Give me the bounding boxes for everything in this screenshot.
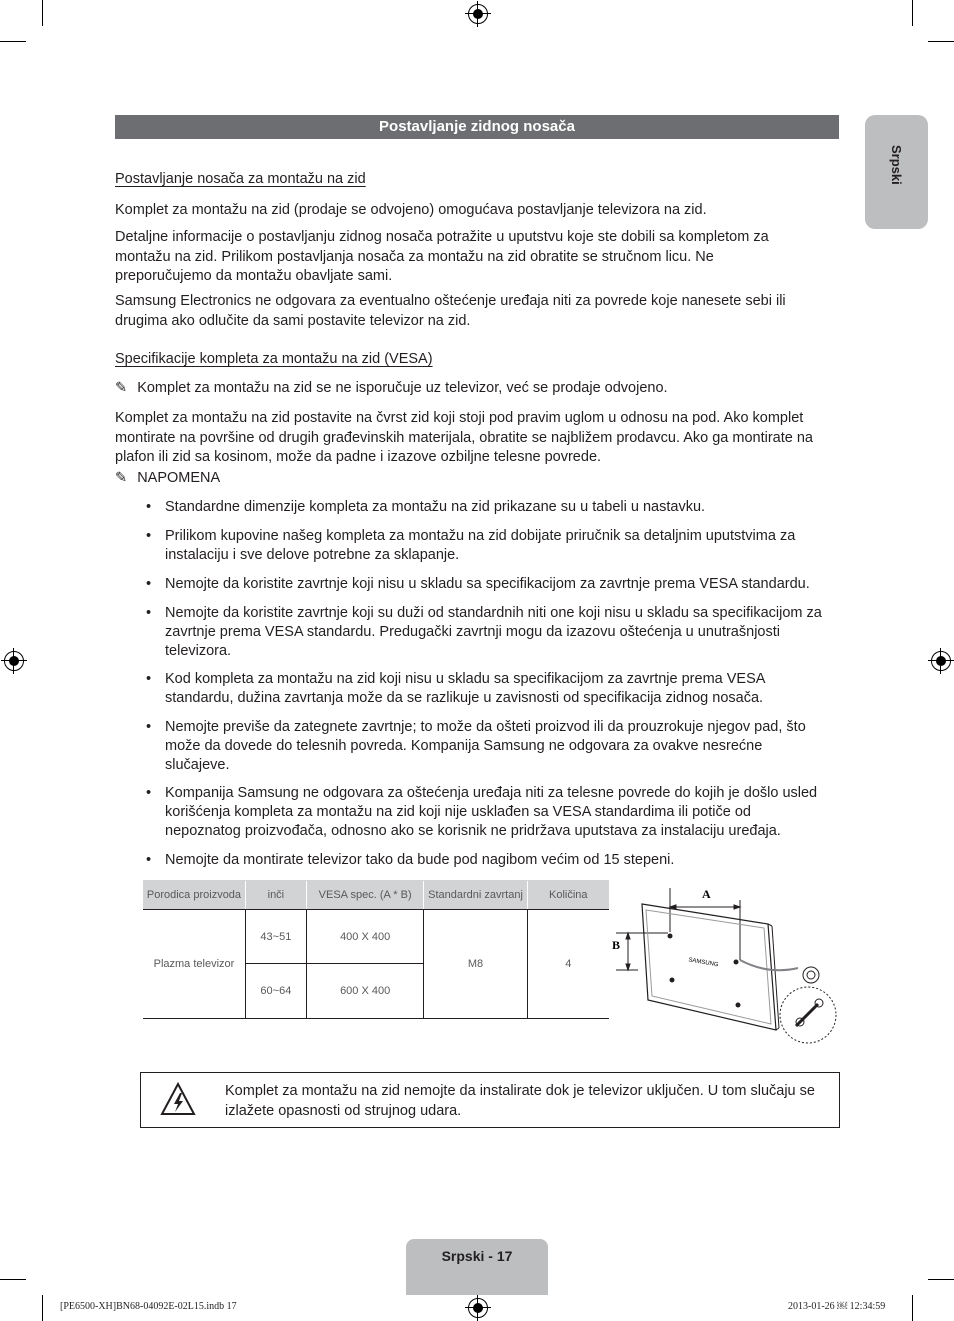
list-item: • Standardne dimenzije kompleta za montažu na zid prikazane su u tabeli u nastavku. — [146, 499, 706, 515]
list-item: • Kompanija Samsung ne odgovara za oštećenja uređaja niti za telesne povrede do kojih je došlo usled korišćenja kompleta za montažu na zid koji nije usklađen sa VESA standardima ili potiče od nepoznatog proizvođača, odnosno ako se korisnik ne pridržava uputstava za instalaciju uređaja. — [146, 785, 818, 839]
vesa-spec-table — [143, 880, 609, 1019]
mount-hole — [734, 960, 739, 965]
table-row — [143, 910, 609, 964]
subheading-vesa-specs: Specifikacije kompleta za montažu na zid (VESA) — [115, 351, 433, 367]
crop-mark — [42, 1295, 43, 1321]
registration-mark-icon — [931, 651, 951, 671]
table-cell-family: Plazma televizor — [143, 910, 245, 1019]
subheading-wall-mount: Postavljanje nosača za montažu na zid — [115, 171, 366, 187]
registration-mark-icon — [4, 651, 24, 671]
paragraph: Samsung Electronics ne odgovara za eventualno oštećenje uređaja niti za povrede koje nanesete sebi ili drugima ako odlučite da sami postavite televizor na zid. — [115, 293, 786, 329]
note-heading — [115, 470, 220, 486]
note-text: Komplet za montažu na zid se ne isporučuje uz televizor, već se prodaje odvojeno. — [137, 380, 668, 396]
registration-mark-icon — [468, 4, 488, 24]
arrow-icon — [734, 905, 740, 909]
table-cell-qty: 4 — [527, 910, 609, 1019]
list-item: • Nemojte da montirate televizor tako da bude pod nagibom većim od 15 stepeni. — [146, 852, 675, 868]
footer-timestamp: 2013-01-26 ￼ 12:34:59 — [788, 1301, 886, 1312]
label-b: B — [612, 938, 621, 952]
warning-box — [140, 1072, 840, 1128]
mount-hole — [670, 978, 675, 983]
table-cell-vesa: 600 X 400 — [306, 964, 424, 1019]
note-pencil-icon: ✎ — [115, 380, 128, 396]
high-voltage-warning-icon — [160, 1082, 196, 1116]
bolt-icon — [796, 1004, 818, 1026]
crop-mark — [0, 41, 26, 42]
note-line — [115, 380, 668, 396]
crop-mark — [928, 1279, 954, 1280]
paragraph: Komplet za montažu na zid postavite na čvrst zid koji stoji pod pravim uglom u odnosu na pod. Ako komplet montirate na površine od drugih građevinskih materijala, obratite se najbližem prodavcu. Ako ga montirate na plafon ili zid sa kosinom, može da padne i izazove ozbiljne telesne povrede. — [115, 410, 813, 465]
crop-mark — [912, 0, 913, 26]
list-item: • Prilikom kupovine našeg kompleta za montažu na zid dobijate priručnik sa detaljnim uputstvima za instalaciju i sve delove potrebne za sklapanje. — [146, 528, 796, 563]
mount-hole — [668, 934, 673, 939]
table-header: Standardni zavrtanj — [424, 881, 527, 910]
list-item: • Nemojte da koristite zavrtnje koji su duži od standardnih niti one koji nisu u skladu sa specifikacijom za zavrtnje prema VESA standardu. Predugački zavrtnji mogu da izazovu oštećenja u unutrašnjosti televizora. — [146, 605, 822, 659]
mount-hole — [736, 1003, 741, 1008]
crop-mark — [928, 41, 954, 42]
washer-icon — [807, 971, 815, 979]
table-cell-inches: 60~64 — [245, 964, 306, 1019]
table-header: Porodica proizvoda — [143, 881, 245, 910]
note-label: NAPOMENA — [137, 470, 221, 486]
table-header: inči — [245, 881, 306, 910]
table-cell-screw: M8 — [424, 910, 527, 1019]
tv-back-inner — [646, 910, 771, 1024]
arrow-icon — [626, 964, 630, 970]
section-title: Postavljanje zidnog nosača — [115, 115, 839, 139]
side-tab-label: Srpski — [889, 145, 904, 185]
page-number: Srpski - 17 — [441, 1248, 513, 1264]
table-cell-vesa: 400 X 400 — [306, 910, 424, 964]
list-item: • Nemojte previše da zategnete zavrtnje; to može da ošteti proizvod ili da prouzrokuje njegov pad, što može da dovede do telesnih povreda. Kompanija Samsung ne odgovara za ovakve nesrećne slučajeve. — [146, 719, 806, 773]
crop-mark — [42, 0, 43, 26]
crop-mark — [0, 1279, 26, 1280]
tv-edge — [772, 926, 779, 1028]
paragraph: Komplet za montažu na zid (prodaje se odvojeno) omogućava postavljanje televizora na zid. — [115, 202, 707, 218]
screw-arrow — [740, 960, 798, 970]
footer-file-info: [PE6500-XH]BN68-04092E-02L15.indb 17 — [60, 1301, 237, 1312]
arrow-icon — [626, 933, 630, 939]
paragraph: Detaljne informacije o postavljanju zidnog nosača potražite u uputstvu koje ste dobili sa kompletom za montažu na zid. Prilikom postavljanja nosača za montažu na zid obratite se stručnom licu. Ne preporučujemo da montažu obavljate sami. — [115, 229, 769, 284]
list-item: • Nemojte da koristite zavrtnje koji nisu u skladu sa specifikacijom za zavrtnje prema VESA standardu. — [146, 576, 810, 592]
washer-icon — [803, 967, 819, 983]
language-side-tab — [865, 115, 928, 229]
list-item: • Kod kompleta za montažu na zid koji nisu u skladu sa specifikacijom za zavrtnje prema VESA standardu, dužina zavrtanja može da se razlikuje u zavisnosti od specifikacija zidnog nosača. — [146, 671, 765, 706]
table-header: Količina — [527, 881, 609, 910]
registration-mark-icon — [468, 1298, 488, 1318]
crop-mark — [912, 1295, 913, 1321]
warning-text: Komplet za montažu na zid nemojte da instalirate dok je televizor uključen. U tom slučaju se izlažete opasnosti od strujnog udara. — [225, 1083, 815, 1119]
table-header-row — [143, 881, 609, 910]
note-pencil-icon: ✎ — [115, 470, 128, 486]
table-cell-inches: 43~51 — [245, 910, 306, 964]
bolt-head-icon — [815, 999, 823, 1007]
brand-logo: SAMSUNG — [687, 957, 719, 969]
wall-mount-diagram — [608, 880, 840, 1046]
page-number-tab — [406, 1239, 548, 1295]
table-header: VESA spec. (A * B) — [306, 881, 424, 910]
label-a: A — [702, 887, 711, 901]
